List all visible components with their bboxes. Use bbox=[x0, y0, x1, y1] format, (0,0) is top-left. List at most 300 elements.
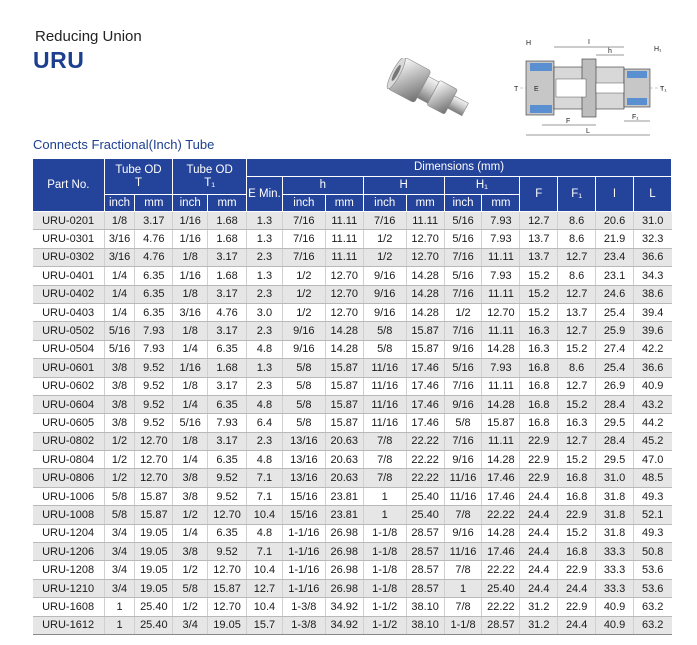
table-cell: 9/16 bbox=[282, 322, 325, 340]
part-number-cell: URU-0504 bbox=[33, 340, 105, 358]
table-row bbox=[33, 267, 672, 285]
table-cell: 3/8 bbox=[104, 414, 135, 432]
table-cell: 3.17 bbox=[208, 248, 247, 266]
table-cell: 33.3 bbox=[596, 561, 634, 579]
table-cell: 1/2 bbox=[173, 561, 208, 579]
table-cell: 1/2 bbox=[282, 267, 325, 285]
table-cell: 15.87 bbox=[406, 322, 444, 340]
table-cell: 12.7 bbox=[558, 432, 596, 450]
table-cell: 9/16 bbox=[363, 285, 406, 303]
table-cell: 9.52 bbox=[208, 469, 247, 487]
header-L: L bbox=[633, 177, 671, 212]
table-cell: 22.22 bbox=[406, 432, 444, 450]
part-number-cell: URU-1206 bbox=[33, 543, 105, 561]
table-cell: 9.52 bbox=[135, 414, 173, 432]
unit-inch: inch bbox=[444, 195, 482, 212]
table-cell: 9.52 bbox=[208, 487, 247, 505]
table-cell: 3/16 bbox=[104, 248, 135, 266]
part-number-cell: URU-0804 bbox=[33, 451, 105, 469]
table-cell: 24.4 bbox=[520, 524, 558, 542]
table-cell: 4.8 bbox=[247, 451, 283, 469]
table-cell: 7/8 bbox=[444, 561, 482, 579]
table-cell: 3/8 bbox=[104, 359, 135, 377]
table-row bbox=[33, 432, 672, 450]
table-cell: 1.68 bbox=[208, 212, 247, 230]
table-cell: 28.4 bbox=[596, 432, 634, 450]
table-cell: 7/8 bbox=[444, 598, 482, 616]
table-cell: 11/16 bbox=[363, 359, 406, 377]
table-cell: 14.28 bbox=[406, 285, 444, 303]
table-cell: 7.93 bbox=[135, 322, 173, 340]
table-cell: 7/8 bbox=[444, 506, 482, 524]
table-cell: 31.8 bbox=[596, 506, 634, 524]
table-cell: 24.4 bbox=[520, 506, 558, 524]
table-cell: 12.7 bbox=[558, 322, 596, 340]
table-cell: 1/16 bbox=[173, 212, 208, 230]
table-cell: 1-1/16 bbox=[282, 524, 325, 542]
table-row bbox=[33, 506, 672, 524]
table-cell: 36.6 bbox=[633, 359, 671, 377]
table-cell: 1/8 bbox=[173, 377, 208, 395]
table-cell: 16.8 bbox=[520, 377, 558, 395]
part-number-cell: URU-0602 bbox=[33, 377, 105, 395]
fitting-photo bbox=[385, 58, 480, 128]
table-cell: 31.0 bbox=[633, 212, 671, 230]
table-cell: 7/16 bbox=[444, 248, 482, 266]
table-cell: 1/2 bbox=[104, 469, 135, 487]
table-cell: 16.8 bbox=[520, 359, 558, 377]
table-cell: 11/16 bbox=[363, 377, 406, 395]
table-row bbox=[33, 616, 672, 634]
table-row bbox=[33, 212, 672, 230]
table-cell: 11/16 bbox=[444, 543, 482, 561]
table-cell: 22.9 bbox=[520, 469, 558, 487]
part-number-cell: URU-1608 bbox=[33, 598, 105, 616]
table-cell: 5/8 bbox=[282, 395, 325, 413]
table-row bbox=[33, 322, 672, 340]
table-cell: 28.57 bbox=[406, 524, 444, 542]
table-cell: 2.3 bbox=[247, 432, 283, 450]
table-cell: 20.63 bbox=[325, 469, 363, 487]
table-cell: 9/16 bbox=[444, 395, 482, 413]
table-cell: 1/4 bbox=[104, 285, 135, 303]
table-cell: 14.28 bbox=[482, 451, 520, 469]
table-cell: 10.4 bbox=[247, 506, 283, 524]
table-cell: 22.22 bbox=[482, 506, 520, 524]
table-cell: 5/8 bbox=[363, 340, 406, 358]
table-cell: 5/8 bbox=[173, 579, 208, 597]
table-cell: 44.2 bbox=[633, 414, 671, 432]
table-cell: 14.28 bbox=[482, 395, 520, 413]
table-cell: 7/8 bbox=[363, 432, 406, 450]
table-cell: 11.11 bbox=[482, 377, 520, 395]
table-cell: 38.6 bbox=[633, 285, 671, 303]
table-cell: 5/8 bbox=[282, 359, 325, 377]
table-cell: 16.3 bbox=[520, 340, 558, 358]
table-cell: 1/8 bbox=[173, 432, 208, 450]
header-tube-od: Tube OD T bbox=[104, 159, 173, 195]
table-cell: 7/16 bbox=[444, 432, 482, 450]
table-cell: 39.4 bbox=[633, 303, 671, 321]
unit-mm: mm bbox=[325, 195, 363, 212]
table-cell: 1/16 bbox=[173, 359, 208, 377]
table-cell: 7.93 bbox=[482, 359, 520, 377]
table-cell: 13/16 bbox=[282, 451, 325, 469]
table-cell: 17.46 bbox=[406, 359, 444, 377]
table-cell: 22.9 bbox=[558, 561, 596, 579]
table-cell: 31.2 bbox=[520, 598, 558, 616]
table-cell: 9.52 bbox=[208, 543, 247, 561]
table-cell: 2.3 bbox=[247, 377, 283, 395]
table-cell: 7/16 bbox=[444, 377, 482, 395]
table-row bbox=[33, 414, 672, 432]
table-cell: 40.9 bbox=[596, 616, 634, 634]
table-cell: 34.92 bbox=[325, 616, 363, 634]
label-I: I bbox=[588, 39, 590, 46]
table-cell: 15/16 bbox=[282, 506, 325, 524]
table-cell: 5/8 bbox=[444, 414, 482, 432]
table-cell: 15.87 bbox=[325, 395, 363, 413]
table-cell: 5/16 bbox=[444, 267, 482, 285]
table-cell: 23.81 bbox=[325, 506, 363, 524]
table-cell: 5/16 bbox=[444, 230, 482, 248]
table-cell: 12.70 bbox=[406, 248, 444, 266]
table-cell: 5/16 bbox=[104, 322, 135, 340]
table-cell: 19.05 bbox=[208, 616, 247, 634]
table-cell: 3.17 bbox=[208, 322, 247, 340]
unit-inch: inch bbox=[104, 195, 135, 212]
table-cell: 40.9 bbox=[633, 377, 671, 395]
table-cell: 1/16 bbox=[173, 267, 208, 285]
table-cell: 43.2 bbox=[633, 395, 671, 413]
table-cell: 47.0 bbox=[633, 451, 671, 469]
table-cell: 12.7 bbox=[558, 285, 596, 303]
table-cell: 5/8 bbox=[282, 414, 325, 432]
table-cell: 12.70 bbox=[135, 451, 173, 469]
table-cell: 7.1 bbox=[247, 487, 283, 505]
table-cell: 23.81 bbox=[325, 487, 363, 505]
table-cell: 4.8 bbox=[247, 524, 283, 542]
table-cell: 6.35 bbox=[135, 303, 173, 321]
table-cell: 13.7 bbox=[558, 303, 596, 321]
table-cell: 45.2 bbox=[633, 432, 671, 450]
table-cell: 1 bbox=[104, 616, 135, 634]
table-cell: 14.28 bbox=[325, 322, 363, 340]
unit-inch: inch bbox=[282, 195, 325, 212]
table-cell: 6.35 bbox=[208, 451, 247, 469]
table-cell: 15.2 bbox=[520, 285, 558, 303]
table-row bbox=[33, 598, 672, 616]
table-cell: 22.9 bbox=[520, 432, 558, 450]
table-cell: 22.9 bbox=[558, 598, 596, 616]
part-number-cell: URU-1204 bbox=[33, 524, 105, 542]
table-cell: 11.11 bbox=[325, 212, 363, 230]
table-cell: 6.35 bbox=[208, 395, 247, 413]
table-cell: 34.3 bbox=[633, 267, 671, 285]
unit-inch: inch bbox=[363, 195, 406, 212]
table-cell: 28.4 bbox=[596, 395, 634, 413]
table-cell: 24.4 bbox=[558, 579, 596, 597]
table-cell: 7/16 bbox=[282, 248, 325, 266]
table-cell: 20.63 bbox=[325, 451, 363, 469]
table-cell: 33.3 bbox=[596, 579, 634, 597]
table-row bbox=[33, 543, 672, 561]
table-cell: 15.87 bbox=[406, 340, 444, 358]
table-cell: 16.8 bbox=[520, 395, 558, 413]
part-number-cell: URU-0201 bbox=[33, 212, 105, 230]
table-cell: 16.8 bbox=[558, 487, 596, 505]
table-cell: 31.2 bbox=[520, 616, 558, 634]
table-cell: 3/8 bbox=[173, 543, 208, 561]
header-part-no: Part No. bbox=[33, 159, 105, 212]
table-cell: 15.2 bbox=[520, 303, 558, 321]
table-cell: 1-1/8 bbox=[363, 561, 406, 579]
header-tube-od1: Tube OD T₁ bbox=[173, 159, 247, 195]
table-cell: 28.57 bbox=[482, 616, 520, 634]
table-cell: 1/4 bbox=[104, 303, 135, 321]
table-cell: 5/8 bbox=[363, 322, 406, 340]
part-number-cell: URU-0302 bbox=[33, 248, 105, 266]
table-cell: 1-1/2 bbox=[363, 616, 406, 634]
table-cell: 15/16 bbox=[282, 487, 325, 505]
part-number-cell: URU-0402 bbox=[33, 285, 105, 303]
table-cell: 1 bbox=[104, 598, 135, 616]
table-cell: 12.7 bbox=[558, 248, 596, 266]
table-cell: 63.2 bbox=[633, 598, 671, 616]
table-cell: 15.87 bbox=[482, 414, 520, 432]
table-cell: 9.52 bbox=[135, 395, 173, 413]
table-cell: 26.9 bbox=[596, 377, 634, 395]
table-cell: 24.4 bbox=[520, 579, 558, 597]
table-cell: 17.46 bbox=[406, 377, 444, 395]
part-number-cell: URU-0806 bbox=[33, 469, 105, 487]
table-cell: 26.98 bbox=[325, 579, 363, 597]
header-F1: F₁ bbox=[558, 177, 596, 212]
table-cell: 12.70 bbox=[325, 285, 363, 303]
table-cell: 7.1 bbox=[247, 469, 283, 487]
table-cell: 25.40 bbox=[482, 579, 520, 597]
table-cell: 24.4 bbox=[520, 543, 558, 561]
table-cell: 8.6 bbox=[558, 267, 596, 285]
table-cell: 24.6 bbox=[596, 285, 634, 303]
table-cell: 24.4 bbox=[558, 616, 596, 634]
table-cell: 19.05 bbox=[135, 543, 173, 561]
table-cell: 1.68 bbox=[208, 230, 247, 248]
table-cell: 16.3 bbox=[558, 414, 596, 432]
part-number-cell: URU-0403 bbox=[33, 303, 105, 321]
table-cell: 1/8 bbox=[104, 212, 135, 230]
table-cell: 20.63 bbox=[325, 432, 363, 450]
table-cell: 15.87 bbox=[325, 359, 363, 377]
table-cell: 15.87 bbox=[325, 377, 363, 395]
table-cell: 11.11 bbox=[482, 432, 520, 450]
table-cell: 22.9 bbox=[520, 451, 558, 469]
table-cell: 5/16 bbox=[444, 359, 482, 377]
table-cell: 15.2 bbox=[558, 395, 596, 413]
table-cell: 1.3 bbox=[247, 212, 283, 230]
label-F1: F₁ bbox=[632, 114, 639, 121]
table-cell: 24.4 bbox=[520, 561, 558, 579]
table-cell: 19.05 bbox=[135, 561, 173, 579]
table-cell: 11/16 bbox=[363, 414, 406, 432]
table-cell: 9/16 bbox=[363, 267, 406, 285]
table-cell: 15.87 bbox=[135, 506, 173, 524]
table-cell: 3/4 bbox=[104, 524, 135, 542]
table-row bbox=[33, 230, 672, 248]
table-cell: 15.87 bbox=[208, 579, 247, 597]
table-cell: 3/16 bbox=[173, 303, 208, 321]
table-cell: 53.6 bbox=[633, 561, 671, 579]
table-cell: 3/8 bbox=[173, 487, 208, 505]
header-H: H bbox=[363, 177, 444, 195]
table-cell: 11.11 bbox=[325, 230, 363, 248]
table-cell: 7.93 bbox=[482, 212, 520, 230]
table-cell: 25.40 bbox=[406, 487, 444, 505]
table-cell: 3/16 bbox=[104, 230, 135, 248]
table-row bbox=[33, 248, 672, 266]
table-cell: 15.2 bbox=[558, 451, 596, 469]
table-cell: 1-1/8 bbox=[444, 616, 482, 634]
table-cell: 1/2 bbox=[363, 230, 406, 248]
table-cell: 22.9 bbox=[558, 506, 596, 524]
table-cell: 9/16 bbox=[444, 340, 482, 358]
part-number-cell: URU-1210 bbox=[33, 579, 105, 597]
table-cell: 17.46 bbox=[482, 543, 520, 561]
table-cell: 32.3 bbox=[633, 230, 671, 248]
table-cell: 16.8 bbox=[520, 414, 558, 432]
table-cell: 14.28 bbox=[482, 524, 520, 542]
table-cell: 3.17 bbox=[208, 285, 247, 303]
table-cell: 10.4 bbox=[247, 598, 283, 616]
header-h-small: h bbox=[282, 177, 363, 195]
table-cell: 20.6 bbox=[596, 212, 634, 230]
product-code: URU bbox=[33, 47, 85, 73]
table-cell: 3/8 bbox=[173, 469, 208, 487]
table-cell: 12.70 bbox=[135, 432, 173, 450]
unit-mm: mm bbox=[135, 195, 173, 212]
table-cell: 6.35 bbox=[208, 340, 247, 358]
table-row bbox=[33, 377, 672, 395]
table-cell: 8.6 bbox=[558, 359, 596, 377]
table-cell: 23.1 bbox=[596, 267, 634, 285]
table-cell: 26.98 bbox=[325, 543, 363, 561]
table-cell: 31.8 bbox=[596, 487, 634, 505]
header-F: F bbox=[520, 177, 558, 212]
table-row bbox=[33, 469, 672, 487]
table-cell: 49.3 bbox=[633, 487, 671, 505]
table-cell: 12.70 bbox=[325, 267, 363, 285]
table-cell: 19.05 bbox=[135, 524, 173, 542]
table-cell: 6.4 bbox=[247, 414, 283, 432]
table-cell: 3.17 bbox=[208, 377, 247, 395]
table-cell: 15.2 bbox=[558, 340, 596, 358]
table-row bbox=[33, 395, 672, 413]
table-cell: 42.2 bbox=[633, 340, 671, 358]
table-cell: 1/8 bbox=[173, 248, 208, 266]
table-cell: 7.1 bbox=[247, 543, 283, 561]
table-cell: 13/16 bbox=[282, 432, 325, 450]
table-cell: 1-1/16 bbox=[282, 579, 325, 597]
label-H1: H₁ bbox=[654, 46, 662, 53]
table-cell: 1-1/8 bbox=[363, 524, 406, 542]
table-cell: 12.70 bbox=[325, 303, 363, 321]
header-e-min: E Min. bbox=[247, 177, 283, 212]
table-cell: 1/2 bbox=[104, 432, 135, 450]
table-cell: 12.70 bbox=[406, 230, 444, 248]
label-E: E bbox=[534, 86, 539, 93]
table-cell: 1/2 bbox=[104, 451, 135, 469]
table-cell: 12.70 bbox=[208, 561, 247, 579]
table-cell: 5/16 bbox=[104, 340, 135, 358]
part-number-cell: URU-0605 bbox=[33, 414, 105, 432]
table-cell: 25.40 bbox=[406, 506, 444, 524]
table-cell: 16.8 bbox=[558, 543, 596, 561]
table-cell: 11.11 bbox=[482, 248, 520, 266]
table-cell: 3.0 bbox=[247, 303, 283, 321]
table-cell: 52.1 bbox=[633, 506, 671, 524]
table-cell: 53.6 bbox=[633, 579, 671, 597]
table-cell: 9/16 bbox=[444, 451, 482, 469]
table-cell: 31.0 bbox=[596, 469, 634, 487]
table-cell: 19.05 bbox=[135, 579, 173, 597]
part-number-cell: URU-0604 bbox=[33, 395, 105, 413]
unit-mm: mm bbox=[406, 195, 444, 212]
table-cell: 4.76 bbox=[208, 303, 247, 321]
table-cell: 17.46 bbox=[406, 395, 444, 413]
table-cell: 25.40 bbox=[135, 598, 173, 616]
table-cell: 16.3 bbox=[520, 322, 558, 340]
table-cell: 22.22 bbox=[406, 469, 444, 487]
table-cell: 14.28 bbox=[325, 340, 363, 358]
table-cell: 16.8 bbox=[558, 469, 596, 487]
table-cell: 12.70 bbox=[482, 303, 520, 321]
table-cell: 3/4 bbox=[104, 579, 135, 597]
table-cell: 5/8 bbox=[104, 506, 135, 524]
table-cell: 1-1/2 bbox=[363, 598, 406, 616]
part-number-cell: URU-1208 bbox=[33, 561, 105, 579]
table-cell: 7/8 bbox=[363, 469, 406, 487]
table-cell: 1 bbox=[444, 579, 482, 597]
table-cell: 5/8 bbox=[282, 377, 325, 395]
table-cell: 1.3 bbox=[247, 230, 283, 248]
label-T1: T₁ bbox=[660, 86, 667, 93]
table-cell: 12.7 bbox=[520, 212, 558, 230]
table-cell: 1/2 bbox=[282, 303, 325, 321]
table-cell: 6.35 bbox=[208, 524, 247, 542]
table-cell: 28.57 bbox=[406, 561, 444, 579]
table-cell: 6.35 bbox=[135, 285, 173, 303]
table-cell: 14.28 bbox=[482, 340, 520, 358]
table-cell: 2.3 bbox=[247, 322, 283, 340]
table-cell: 38.10 bbox=[406, 616, 444, 634]
unit-inch: inch bbox=[173, 195, 208, 212]
table-row bbox=[33, 579, 672, 597]
table-cell: 49.3 bbox=[633, 524, 671, 542]
table-cell: 13/16 bbox=[282, 469, 325, 487]
table-cell: 3/4 bbox=[104, 543, 135, 561]
header-I: I bbox=[596, 177, 634, 212]
table-cell: 3.17 bbox=[208, 432, 247, 450]
table-cell: 1-3/8 bbox=[282, 598, 325, 616]
table-cell: 7/16 bbox=[363, 212, 406, 230]
table-row bbox=[33, 303, 672, 321]
table-cell: 2.3 bbox=[247, 248, 283, 266]
table-cell: 1/8 bbox=[173, 322, 208, 340]
table-cell: 8.6 bbox=[558, 212, 596, 230]
table-cell: 1/4 bbox=[104, 267, 135, 285]
table-cell: 6.35 bbox=[135, 267, 173, 285]
table-cell: 12.7 bbox=[558, 377, 596, 395]
